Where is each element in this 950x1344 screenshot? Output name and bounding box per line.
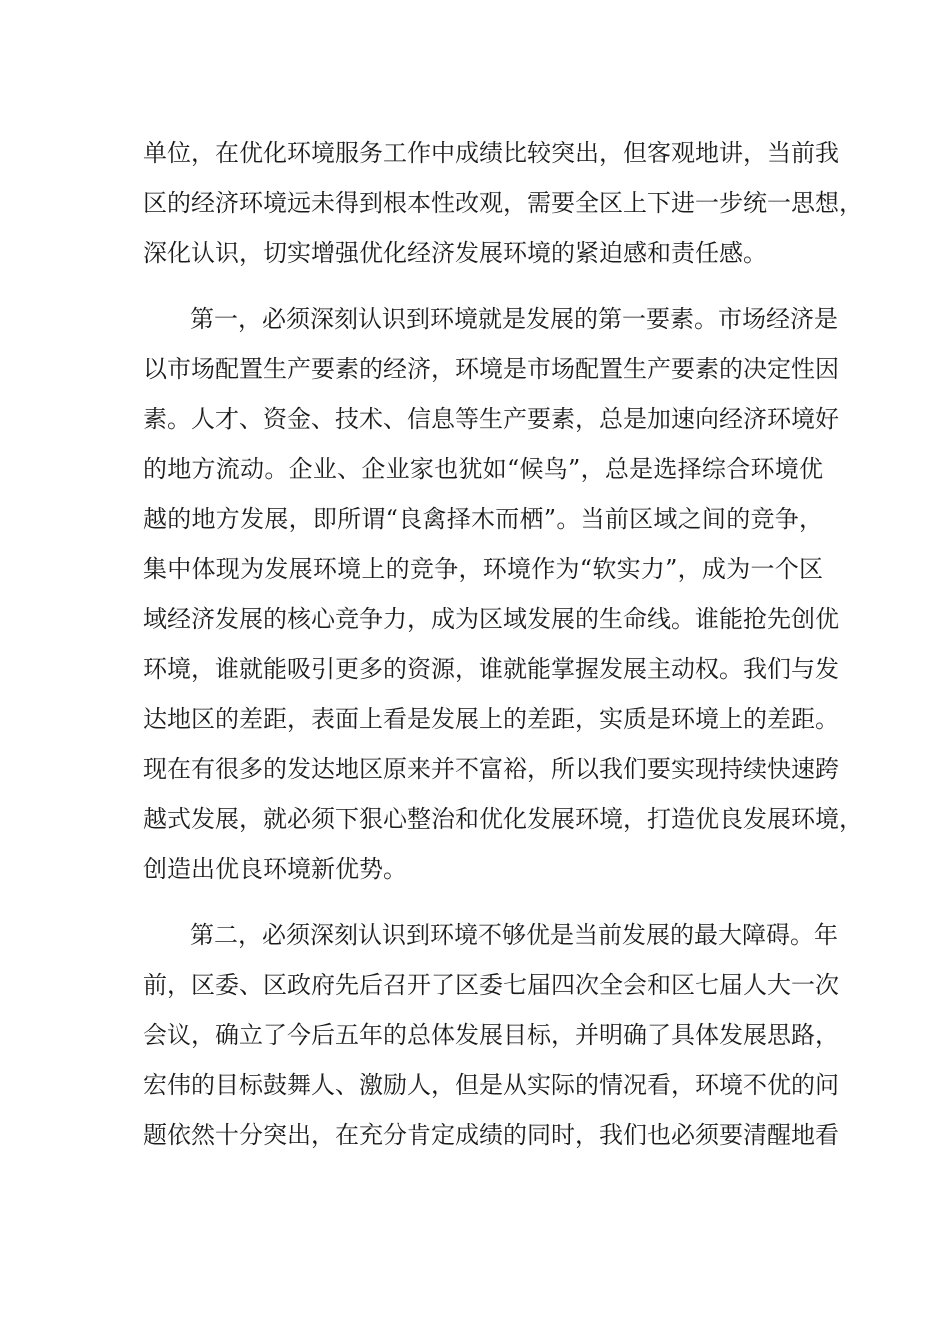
text-line: 创造出优良环境新优势。 (143, 855, 407, 883)
text-line: 越式发展，就必须下狠心整治和优化发展环境，打造优良发展环境， (143, 805, 863, 833)
text-line: 素。人才、资金、技术、信息等生产要素，总是加速向经济环境好 (143, 405, 839, 433)
text-line: 越的地方发展，即所谓“良禽择木而栖”。当前区域之间的竞争， (143, 505, 823, 533)
text-line: 前，区委、区政府先后召开了区委七届四次全会和区七届人大一次 (143, 971, 839, 999)
text-line: 环境，谁就能吸引更多的资源，谁就能掌握发展主动权。我们与发 (143, 655, 839, 683)
text-line: 单位，在优化环境服务工作中成绩比较突出，但客观地讲，当前我 (143, 139, 839, 167)
text-line: 会议，确立了今后五年的总体发展目标，并明确了具体发展思路， (143, 1021, 839, 1049)
text-line: 达地区的差距，表面上看是发展上的差距，实质是环境上的差距。 (143, 705, 839, 733)
text-line: 以市场配置生产要素的经济，环境是市场配置生产要素的决定性因 (143, 355, 839, 383)
text-line: 题依然十分突出，在充分肯定成绩的同时，我们也必须要清醒地看 (143, 1121, 839, 1149)
text-line: 区的经济环境远未得到根本性改观，需要全区上下进一步统一思想， (143, 189, 863, 217)
text-line: 集中体现为发展环境上的竞争，环境作为“软实力”，成为一个区 (143, 555, 823, 583)
text-line: 第一，必须深刻认识到环境就是发展的第一要素。市场经济是 (190, 305, 838, 333)
text-line: 宏伟的目标鼓舞人、激励人，但是从实际的情况看，环境不优的问 (143, 1071, 839, 1099)
text-line: 的地方流动。企业、企业家也犹如“候鸟”，总是选择综合环境优 (143, 455, 823, 483)
text-line: 域经济发展的核心竞争力，成为区域发展的生命线。谁能抢先创优 (143, 605, 839, 633)
text-line: 现在有很多的发达地区原来并不富裕，所以我们要实现持续快速跨 (143, 755, 839, 783)
text-line: 第二，必须深刻认识到环境不够优是当前发展的最大障碍。年 (190, 921, 838, 949)
text-line: 深化认识，切实增强优化经济发展环境的紧迫感和责任感。 (143, 239, 767, 267)
